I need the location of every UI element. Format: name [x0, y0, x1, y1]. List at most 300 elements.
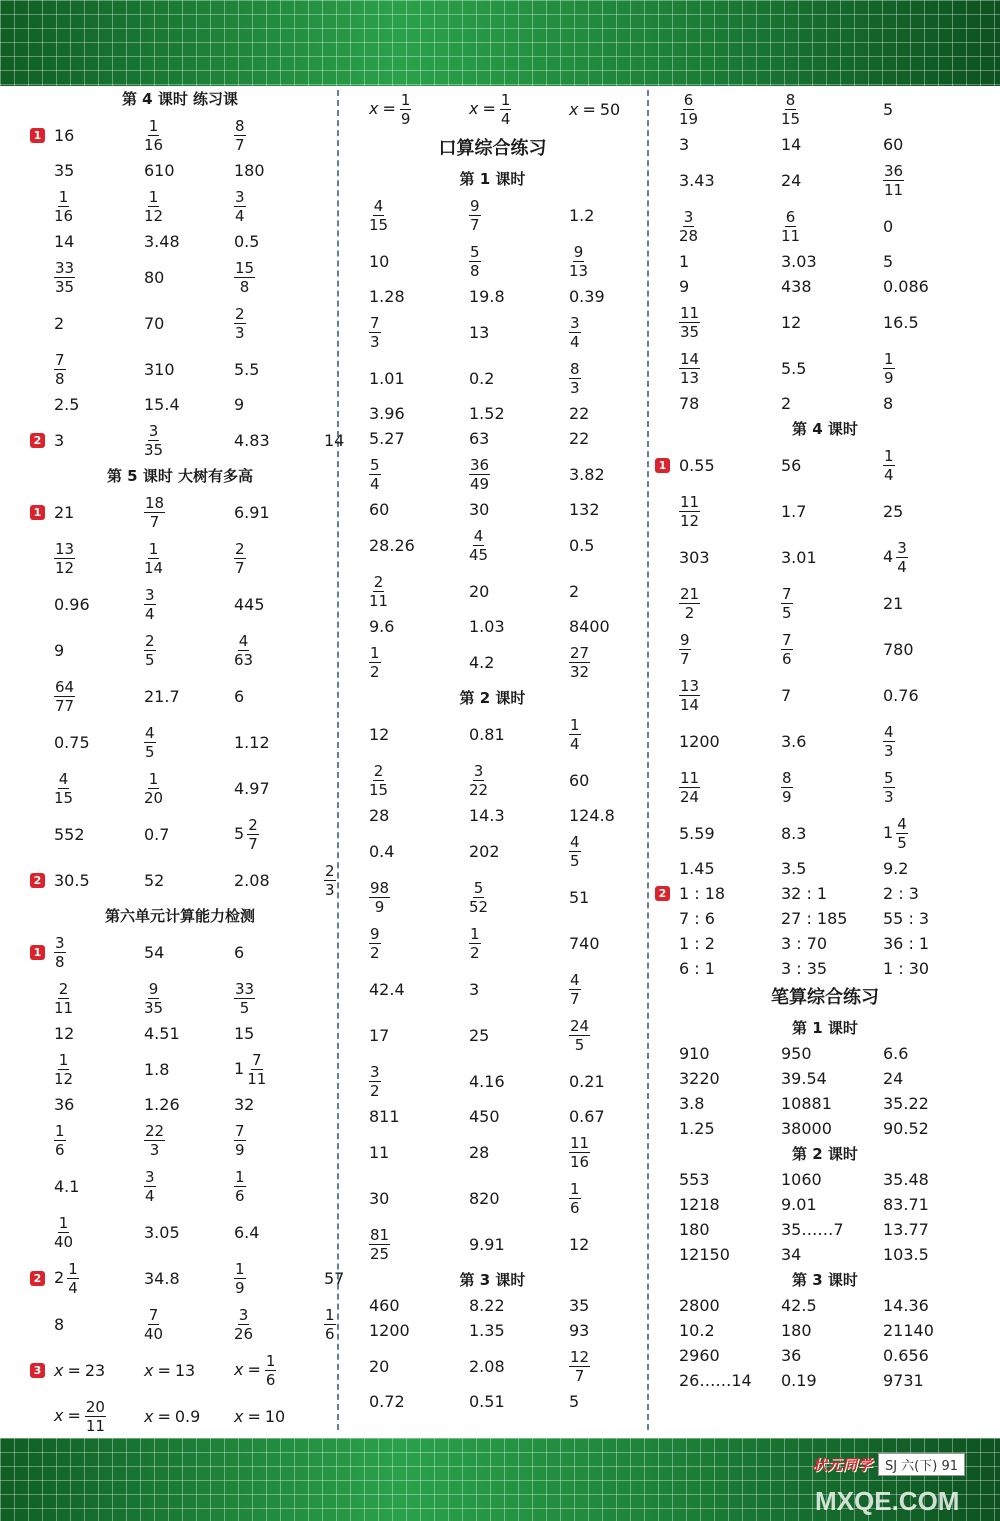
answer-value [144, 360, 175, 379]
answer-text: 10 [369, 251, 390, 271]
numerator: 20 [85, 1397, 105, 1416]
numerator: 1 [148, 187, 159, 206]
answer-row [655, 931, 995, 956]
answer-value [144, 1306, 163, 1343]
answer-value [369, 536, 415, 555]
fraction [369, 197, 388, 234]
answer-row [345, 1318, 640, 1343]
answer-cell [569, 1180, 669, 1217]
answer-cell [883, 769, 985, 806]
answer-cell [679, 1296, 781, 1315]
answer-cell [883, 277, 985, 296]
answer-cell [234, 259, 324, 296]
answer-cell [781, 1069, 883, 1088]
answer-value [234, 1122, 246, 1159]
answer-value [54, 1315, 64, 1334]
fraction [144, 494, 165, 531]
answer-cell [679, 91, 781, 128]
denominator: 6 [570, 1198, 580, 1217]
answer-value [883, 1119, 929, 1138]
fraction [369, 762, 388, 799]
answer-cell [781, 548, 883, 567]
answer-row [30, 392, 330, 417]
numerator: 1 [470, 924, 480, 943]
answer-cell [54, 733, 144, 752]
answer-cell [883, 539, 985, 576]
fraction [54, 351, 66, 388]
answer-value [679, 135, 689, 154]
fraction [234, 1122, 246, 1159]
answer-row [345, 86, 640, 132]
answer-cell [144, 1407, 234, 1426]
answer-value [781, 1321, 812, 1340]
answer-cell [469, 456, 569, 493]
denominator: 12 [144, 206, 164, 225]
answer-text: 34.8 [144, 1268, 180, 1288]
answer-text: 12 [569, 1234, 590, 1254]
answer-row [345, 192, 640, 238]
answer-text: 124.8 [569, 806, 615, 825]
fraction [569, 360, 581, 397]
fraction [54, 770, 73, 807]
answer-row [655, 1293, 995, 1318]
fraction [469, 925, 481, 962]
answer-value [883, 1346, 929, 1365]
answer-cell [369, 536, 469, 555]
answer-text: 39.54 [781, 1069, 827, 1088]
answer-value [679, 1044, 710, 1063]
answer-value [369, 500, 389, 519]
answer-row [655, 1192, 995, 1217]
numerator: 9 [148, 979, 159, 998]
numerator: 3 [55, 933, 65, 952]
answer-text: 8 [883, 394, 894, 413]
answer-text: 28 [369, 806, 390, 825]
answer-value [54, 503, 74, 522]
denominator: 15 [369, 215, 389, 234]
answer-value [234, 1407, 285, 1426]
fraction [54, 1122, 66, 1159]
answer-row [345, 309, 640, 355]
answer-cell [54, 126, 144, 145]
answer-text: 32 [234, 1095, 255, 1114]
answer-text: 13.77 [883, 1220, 929, 1239]
denominator: 7 [235, 558, 245, 577]
fraction [369, 925, 381, 962]
answer-row [30, 417, 345, 463]
answer-cell [369, 369, 469, 388]
answer-cell [54, 1122, 144, 1159]
equals-sign: = [247, 1359, 261, 1379]
fraction [234, 1168, 246, 1205]
denominator: 4 [500, 109, 511, 128]
answer-cell [469, 197, 569, 234]
numerator: 6 [683, 90, 694, 109]
question-number [655, 886, 679, 901]
answer-row [345, 451, 640, 497]
answer-row [655, 132, 995, 157]
answer-value [781, 277, 812, 296]
answer-cell [679, 1170, 781, 1189]
denominator: 4 [370, 474, 380, 493]
equals-sign: = [582, 99, 596, 119]
numerator: 8 [570, 359, 580, 378]
answer-value [883, 1296, 929, 1315]
answer-value [883, 135, 903, 154]
answer-value [54, 1361, 105, 1380]
answer-cell [234, 1095, 324, 1114]
answer-cell [469, 842, 569, 861]
answer-value [883, 723, 895, 760]
answer-text: 36 [54, 1095, 75, 1114]
answer-column-2 [345, 86, 640, 1438]
answer-cell [469, 404, 569, 423]
answer-text: 9 [54, 640, 65, 660]
answer-value [679, 1119, 715, 1138]
denominator: 11 [85, 1416, 105, 1435]
question-badge: 1 [655, 458, 670, 473]
equals-sign: = [482, 98, 496, 118]
fraction [569, 243, 588, 280]
answer-text: 4.2 [469, 652, 495, 672]
numerator: 18 [145, 493, 165, 512]
answer-value [883, 539, 908, 576]
answer-cell [234, 188, 324, 225]
answer-text: 6 [234, 686, 245, 706]
fraction [85, 1398, 106, 1435]
answer-value [144, 1122, 165, 1159]
answer-cell [54, 161, 144, 180]
answer-value [54, 188, 73, 225]
answer-value [469, 527, 488, 564]
answer-value [569, 1348, 590, 1385]
answer-value [144, 687, 180, 706]
numerator: 12 [570, 1347, 590, 1366]
numerator: 24 [570, 1016, 590, 1035]
answer-cell [369, 644, 469, 681]
fraction [234, 305, 246, 342]
answer-text: 7 [781, 685, 792, 705]
denominator: 6 [55, 1140, 65, 1159]
answer-value [679, 859, 715, 878]
denominator: 7 [470, 215, 480, 234]
answer-value [781, 859, 806, 878]
fraction [369, 573, 388, 610]
answer-cell [369, 573, 469, 610]
answer-text: 552 [54, 824, 85, 844]
answer-value [883, 447, 895, 484]
numerator: 1 [235, 1167, 245, 1186]
answer-cell [54, 871, 144, 890]
denominator: 7 [149, 512, 160, 531]
answer-row [655, 1368, 995, 1393]
answer-text: 8 [54, 1314, 65, 1334]
answer-text: 3220 [679, 1069, 720, 1088]
answer-cell [144, 1060, 234, 1079]
answer-row [345, 1058, 640, 1104]
answer-cell [781, 732, 883, 751]
answer-cell [883, 217, 985, 236]
denominator: 13 [569, 261, 589, 280]
answer-row [30, 158, 330, 183]
answer-value [234, 1095, 254, 1114]
denominator: 11 [884, 180, 904, 199]
answer-value [234, 733, 270, 752]
answer-text: 303 [679, 547, 710, 567]
answer-value [234, 632, 253, 669]
answer-text: 51 [569, 887, 590, 907]
answer-cell [679, 732, 781, 751]
answer-cell [679, 1371, 781, 1390]
fraction [781, 769, 793, 806]
fraction [144, 1168, 156, 1205]
answer-value [469, 369, 494, 388]
answer-text: 22 [569, 429, 590, 448]
numerator: 1 [58, 1213, 69, 1232]
answer-value [234, 188, 246, 225]
answer-text: 1.01 [369, 368, 405, 388]
answer-text: 1.45 [679, 859, 715, 878]
answer-value [679, 277, 689, 296]
numerator: 4 [884, 722, 894, 741]
answer-cell [883, 1044, 985, 1063]
answer-value [54, 540, 75, 577]
answer-value [569, 360, 581, 397]
answer-cell [569, 1392, 669, 1411]
answer-text: 3.05 [144, 1222, 180, 1242]
answer-text: 0.656 [883, 1346, 929, 1365]
numerator: 1 [500, 90, 511, 109]
answer-value [54, 1024, 74, 1043]
answer-value [234, 540, 246, 577]
page-number: SJ 六(下) 91 [878, 1453, 965, 1476]
answer-cell [781, 884, 883, 903]
fraction [569, 314, 581, 351]
answer-cell [569, 1235, 669, 1254]
answer-cell [54, 351, 144, 388]
answer-cell [569, 971, 669, 1008]
answer-text: 2 [781, 394, 792, 413]
answer-value [469, 1072, 505, 1091]
answer-cell [569, 100, 669, 119]
denominator: 14 [144, 558, 164, 577]
numerator: 2 [145, 631, 155, 650]
answer-text: 3.03 [781, 252, 817, 271]
answer-value [883, 1069, 903, 1088]
fraction [469, 243, 481, 280]
answer-column-1 [30, 86, 345, 1438]
answer-text: 202 [469, 841, 500, 861]
answer-cell [234, 1168, 324, 1205]
answer-row [30, 112, 330, 158]
answer-value [469, 404, 505, 423]
denominator: 12 [680, 511, 700, 530]
variable-x: x [369, 98, 379, 118]
answer-cell [569, 644, 669, 681]
answer-cell [569, 314, 669, 351]
answer-cell [781, 394, 883, 413]
answer-row [655, 86, 995, 132]
numerator: 13 [55, 539, 75, 558]
denominator: 4 [145, 604, 155, 623]
answer-value [144, 1223, 180, 1242]
answer-value [234, 1352, 276, 1389]
answer-text: 30.5 [54, 870, 90, 890]
answer-text: 0.21 [569, 1071, 605, 1091]
answer-value [469, 653, 494, 672]
answer-text: 38000 [781, 1119, 832, 1138]
answer-value [469, 1235, 505, 1254]
answer-text: 3 [469, 979, 480, 999]
answer-value [679, 934, 715, 953]
answer-text: 1.7 [781, 501, 807, 521]
answer-value [144, 1095, 180, 1114]
answer-text: 20 [469, 581, 490, 601]
answer-text: 2960 [679, 1346, 720, 1365]
denominator: 7 [235, 135, 245, 154]
answer-cell [369, 725, 469, 744]
answer-text: 17 [369, 1025, 390, 1045]
answer-cell [781, 171, 883, 190]
answer-row [30, 1255, 345, 1301]
answer-cell [883, 1346, 985, 1365]
question-number [30, 433, 54, 448]
answer-cell [234, 943, 324, 962]
answer-row [345, 1293, 640, 1318]
answer-text: 6.6 [883, 1044, 909, 1063]
answer-cell [883, 1220, 985, 1239]
answer-value [679, 456, 715, 475]
answer-value [781, 686, 791, 705]
denominator: 15 [54, 788, 74, 807]
numerator: 2 [248, 815, 258, 834]
numerator: 36 [884, 161, 904, 180]
fraction [569, 716, 581, 753]
answer-text: 3.5 [781, 859, 807, 878]
answer-cell [369, 806, 469, 825]
answer-text: 2800 [679, 1296, 720, 1315]
answer-value [469, 582, 489, 601]
answer-text: 0.4 [369, 841, 395, 861]
answer-row [345, 1343, 640, 1389]
numerator: 7 [251, 1050, 262, 1069]
lesson-heading: 第 4 课时 [792, 420, 858, 438]
answer-value [234, 503, 270, 522]
denominator: 6 [265, 1370, 276, 1389]
answer-row [345, 426, 640, 451]
answer-value [144, 314, 164, 333]
answer-cell [679, 909, 781, 928]
answer-text: 5 [569, 1392, 580, 1411]
answer-cell [781, 909, 883, 928]
answer-value [781, 252, 817, 271]
answer-text: 820 [469, 1188, 500, 1208]
numerator: 2 [58, 979, 69, 998]
answer-value [679, 1296, 720, 1315]
numerator: 4 [145, 723, 155, 742]
answer-value [679, 585, 700, 622]
answer-cell [369, 1321, 469, 1340]
answer-cell [54, 1051, 144, 1088]
answer-cell [781, 959, 883, 978]
denominator: 35 [680, 322, 700, 341]
denominator: 9 [235, 1278, 245, 1297]
answer-cell [883, 1296, 985, 1315]
answer-text: 22 [569, 404, 590, 423]
answer-cell [781, 686, 883, 705]
answer-cell [469, 1235, 569, 1254]
mixed-whole: 2 [54, 1267, 65, 1287]
answer-value [883, 959, 929, 978]
answer-text: 9.6 [369, 617, 395, 636]
answer-text: 2 [569, 581, 580, 601]
answer-cell [679, 1069, 781, 1088]
answer-row [655, 157, 995, 203]
denominator: 4 [68, 1278, 78, 1297]
answer-row [345, 284, 640, 309]
fraction [781, 208, 800, 245]
answer-text: 450 [469, 1107, 500, 1126]
answer-cell [781, 1296, 883, 1315]
fraction [569, 971, 581, 1008]
denominator: 5 [570, 851, 580, 870]
answer-value [679, 1371, 752, 1390]
brand-logo: 状元同学 [811, 1455, 872, 1474]
answer-cell [54, 1214, 144, 1251]
answer-cell [144, 360, 234, 379]
answer-cell [883, 884, 985, 903]
question-badge: 2 [655, 886, 670, 901]
answer-cell [569, 582, 669, 601]
answer-cell [234, 1051, 324, 1088]
answer-cell [469, 287, 569, 306]
answer-text: 26……14 [679, 1371, 752, 1390]
answer-value [469, 323, 489, 342]
answer-cell [54, 678, 144, 715]
numerator: 4 [373, 196, 384, 215]
answer-cell [234, 1260, 324, 1297]
fraction [883, 162, 904, 199]
answer-value [469, 243, 481, 280]
answer-row [30, 581, 330, 627]
answer-text: 24 [781, 170, 802, 190]
numerator: 2 [325, 861, 335, 880]
answer-text: 460 [369, 1296, 400, 1315]
denominator: 3 [325, 880, 335, 899]
fraction [679, 585, 700, 622]
answer-cell [679, 884, 781, 903]
answer-cell [144, 422, 234, 459]
numerator: 13 [680, 676, 700, 695]
answer-value [781, 171, 801, 190]
answer-cell [234, 431, 324, 450]
answer-value [234, 1306, 253, 1343]
answer-cell [144, 825, 234, 844]
answer-value [324, 431, 344, 450]
answer-value [679, 1321, 715, 1340]
fraction [144, 586, 156, 623]
answer-cell [781, 1371, 883, 1390]
answer-value [781, 1296, 817, 1315]
answer-value [569, 465, 605, 484]
answer-value [469, 725, 505, 744]
denominator: 8 [239, 277, 250, 296]
denominator: 12 [55, 558, 75, 577]
answer-text: 93 [569, 1321, 590, 1340]
answer-cell [679, 171, 781, 190]
answer-value [569, 500, 600, 519]
answer-value [369, 404, 405, 423]
